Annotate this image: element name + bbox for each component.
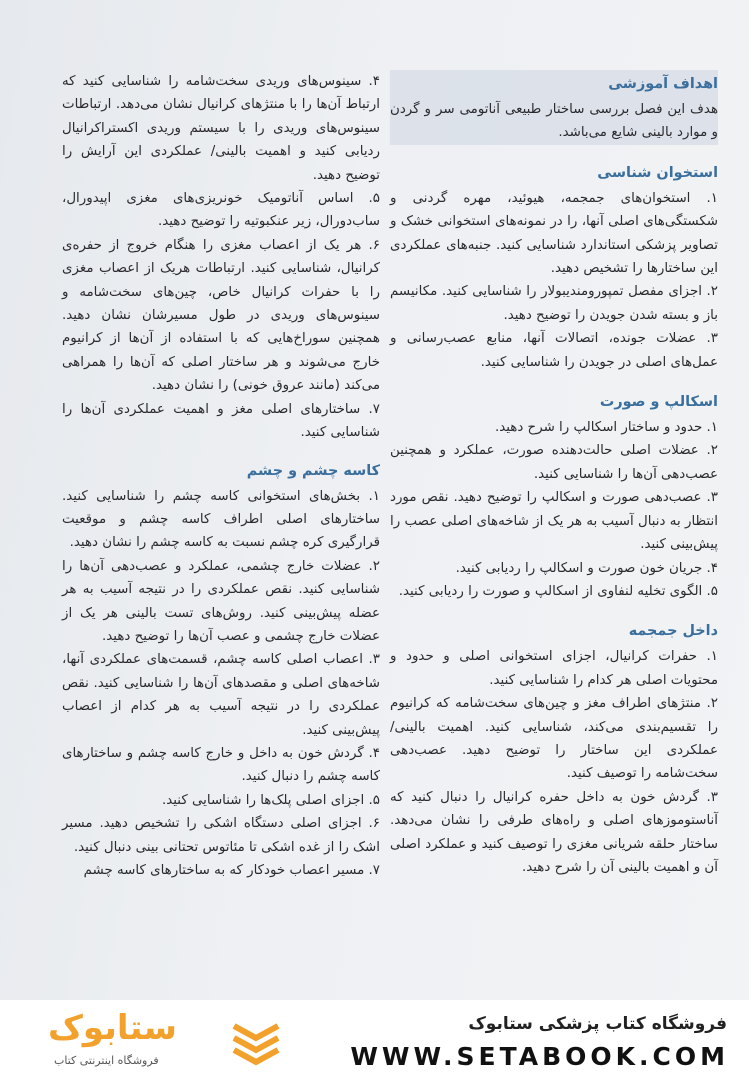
list-item: ۲. عضلات خارج چشمی، عملکرد و عصب‌دهی آن‌ها را شناسایی کنید. نقص عملکردی را در نتیجه آسیب به هر عضله پیش‌بینی کنید. روش‌های تست بالینی هر یک از عضلات خارج چشمی و عصب آن‌ها را توضیح دهید.: [62, 558, 380, 644]
objectives-text: هدف این فصل بررسی ساختار طبیعی آناتومی سر و گردن و موارد بالینی شایع می‌باشد.: [390, 102, 718, 141]
section-title-osteology: استخوان شناسی: [597, 164, 718, 181]
list-item: ۲. اجزای مفصل تمپورومندیبولار را شناسایی کنید. مکانیسم باز و بسته شدن جویدن را توضیح دهید.: [390, 284, 718, 323]
list-item: ۵. اجزای اصلی پلک‌ها را شناسایی کنید.: [161, 792, 380, 808]
store-url: WWW.SETABOOK.COM: [350, 1042, 729, 1071]
store-title: فروشگاه کتاب پزشکی ستابوک: [468, 1014, 727, 1034]
section-title-intracranial: داخل جمجمه: [628, 623, 718, 640]
list-item: ۷. ساختارهای اصلی مغز و اهمیت عملکردی آن‌ها را شناسایی کنید.: [62, 401, 380, 441]
list-item: ۶. اجزای اصلی دستگاه اشکی را تشخیص دهید. مسیر اشک را از غده اشکی تا مئاتوس تحتانی بینی دنبال کنید.: [62, 816, 380, 855]
list-item: ۲. منتژهای اطراف مغز و چین‌های سخت‌شامه که کرانیوم را تقسیم‌بندی می‌کند، شناسایی کنید. اهمیت بالینی/ عملکردی این ساختار را توضیح دهید. عصب‌دهی سخت‌شامه را توصیف کنید.: [390, 696, 718, 782]
list-item: ۵. اساس آناتومیک خونریزی‌های مغزی اپیدورال، ساب‌دورال، زیر عنکبوتیه را توضیح دهید.: [62, 191, 380, 230]
section-title-objectives: اهداف آموزشی: [608, 76, 718, 92]
list-item: ۶. هر یک از اعصاب مغزی را هنگام خروج از حفره‌ی کرانیال، شناسایی کنید. ارتباطات هریک از اعصاب مغزی را با حفرات کرانیال خاص، چین‌های سخت‌شامه و سینوس‌های وریدی در طول مسیرشان نشان دهید. همچنین سوراخ‌هایی که با استفاده از آن‌ها از کرانیوم خارج می‌شوند و هر ساختار اصلی که آن‌ها را همراهی می‌کند (مانند عروق خونی) را نشان دهید.: [62, 237, 380, 394]
list-item: ۲. عضلات اصلی حالت‌دهنده صورت، عملکرد و همچنین عصب‌دهی آن‌ها را شناسایی کنید.: [390, 443, 718, 482]
left-column: [62, 70, 380, 882]
right-column: [390, 70, 718, 879]
store-logo: [18, 1006, 318, 1076]
list-item: ۵. الگوی تخلیه لنفاوی از اسکالپ و صورت را ردیابی کنید.: [398, 583, 718, 599]
list-item: ۴. سینوس‌های وریدی سخت‌شامه را شناسایی کنید که ارتباط آن‌ها را با منتژهای کرانیال نشان می‌دهد. ارتباطات سینوس‌های وریدی را با سیستم وریدی اکستراکرانیال ردیابی کنید و اهمیت بالینی/ عملکردی این آرایش را توضیح دهید.: [62, 74, 380, 183]
list-item: ۳. گردش خون به داخل حفره کرانیال را دنبال کنید که آناستوموزهای اصلی و راه‌های طرفی را نشان می‌دهد. ساختار حلقه شریانی مغزی را توصیف کنید و عملکرد اصلی آن و اهمیت بالینی آن را شرح دهید.: [390, 789, 718, 875]
list-item: ۱. استخوان‌های جمجمه، هیوئید، مهره گردنی و شکستگی‌های اصلی آنها، را در نمونه‌های استخوانی خشک و تصاویر پزشکی استاندارد شناسایی کنید. جنبه‌های عملکردی این ساختارها را تشخیص دهید.: [390, 190, 718, 277]
list-item: ۳. اعصاب اصلی کاسه چشم، قسمت‌های عملکردی آنها، شاخه‌های اصلی و مقصدهای آن‌ها را شناسایی کنید. نقص عملکردی را در نتیجه آسیب به هر کدام از اعصاب پیش‌بینی کنید.: [62, 652, 380, 738]
list-item: ۷. مسیر اعصاب خودکار که به ساختارهای کاسه چشم: [83, 863, 380, 878]
section-title-scalp-face: اسکالپ و صورت: [599, 394, 718, 411]
list-item: ۴. گردش خون به داخل و خارج کاسه چشم و ساختارهای کاسه چشم را دنبال کنید.: [62, 745, 380, 785]
objectives-box: [390, 70, 718, 145]
logo-tagline: فروشگاه اینترنتی کتاب: [54, 1054, 159, 1067]
list-item: ۴. جریان خون صورت و اسکالپ را ردیابی کنید.: [455, 560, 718, 576]
list-item: ۳. عضلات جونده، اتصالات آنها، منابع عصب‌رسانی و عمل‌های اصلی در جویدن را شناسایی کنید.: [390, 331, 718, 370]
list-item: ۱. حفرات کرانیال، اجزای استخوانی اصلی و حدود و محتویات اصلی هر کدام را شناسایی کنید.: [390, 649, 718, 688]
section-title-orbit-eye: کاسه چشم و چشم: [246, 462, 380, 479]
list-item: ۱. بخش‌های استخوانی کاسه چشم را شناسایی کنید. ساختارهای اصلی اطراف کاسه چشم و موقعیت قرارگیری کره چشم نسبت به کاسه چشم را نشان دهید.: [62, 488, 380, 551]
logo-wordmark: ستابوک: [48, 1008, 177, 1048]
store-footer-banner: [0, 1000, 749, 1080]
list-item: ۱. حدود و ساختار اسکالپ را شرح دهید.: [494, 420, 718, 436]
stacked-chevrons-icon: [228, 1014, 284, 1070]
list-item: ۳. عصب‌دهی صورت و اسکالپ را توضیح دهید. نقص مورد انتظار به دنبال آسیب به هر یک از شاخه‌های اصلی عصب را پیش‌بینی کنید.: [390, 490, 718, 553]
